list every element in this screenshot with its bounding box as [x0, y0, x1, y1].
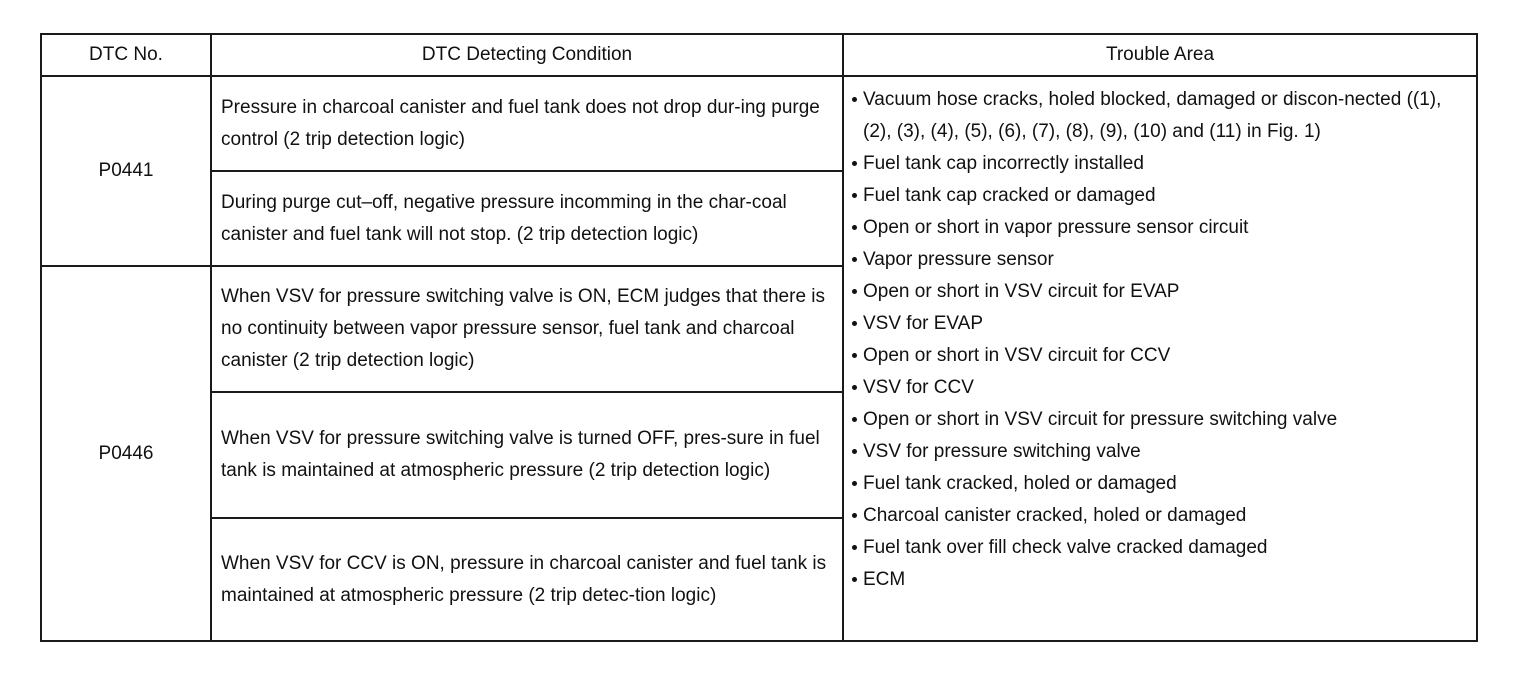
trouble-item: VSV for CCV — [852, 372, 1466, 404]
condition-cell: Pressure in charcoal canister and fuel tank does not drop dur-ing purge control (2 trip detection logic) — [211, 76, 843, 171]
condition-cell: When VSV for pressure switching valve is turned OFF, pres-sure in fuel tank is maintained at atmospheric pressure (2 trip detection logic) — [211, 392, 843, 518]
trouble-item: ECM — [852, 564, 1466, 596]
trouble-item: Vacuum hose cracks, holed blocked, damaged or discon-nected ((1), (2), (3), (4), (5), (6), (7), (8), (9), (10) and (11) in Fig. 1) — [852, 84, 1466, 148]
header-row — [41, 34, 1477, 76]
trouble-item: Open or short in VSV circuit for CCV — [852, 340, 1466, 372]
trouble-item: VSV for EVAP — [852, 308, 1466, 340]
dtc-table — [40, 33, 1478, 642]
header-detecting-condition: DTC Detecting Condition — [211, 34, 843, 76]
trouble-item: VSV for pressure switching valve — [852, 436, 1466, 468]
trouble-item: Open or short in VSV circuit for EVAP — [852, 276, 1466, 308]
trouble-item: Fuel tank cap incorrectly installed — [852, 148, 1466, 180]
trouble-item: Fuel tank over fill check valve cracked damaged — [852, 532, 1466, 564]
condition-cell: When VSV for pressure switching valve is ON, ECM judges that there is no continuity between vapor pressure sensor, fuel tank and charcoal canister (2 trip detection logic) — [211, 266, 843, 392]
header-dtc-no: DTC No. — [41, 34, 211, 76]
condition-cell: During purge cut–off, negative pressure incomming in the char-coal canister and fuel tank will not stop. (2 trip detection logic) — [211, 171, 843, 266]
condition-cell: When VSV for CCV is ON, pressure in charcoal canister and fuel tank is maintained at atmospheric pressure (2 trip detec-tion logic) — [211, 518, 843, 641]
dtc-code-cell: P0441 — [41, 76, 211, 266]
trouble-item: Charcoal canister cracked, holed or damaged — [852, 500, 1466, 532]
header-trouble-area: Trouble Area — [843, 34, 1477, 76]
trouble-area-cell — [843, 76, 1477, 641]
trouble-area-list — [852, 84, 1466, 596]
table-row — [41, 76, 1477, 171]
trouble-item: Vapor pressure sensor — [852, 244, 1466, 276]
dtc-code-cell: P0446 — [41, 266, 211, 641]
trouble-item: Open or short in VSV circuit for pressure switching valve — [852, 404, 1466, 436]
trouble-item: Fuel tank cap cracked or damaged — [852, 180, 1466, 212]
trouble-item: Open or short in vapor pressure sensor circuit — [852, 212, 1466, 244]
trouble-item: Fuel tank cracked, holed or damaged — [852, 468, 1466, 500]
